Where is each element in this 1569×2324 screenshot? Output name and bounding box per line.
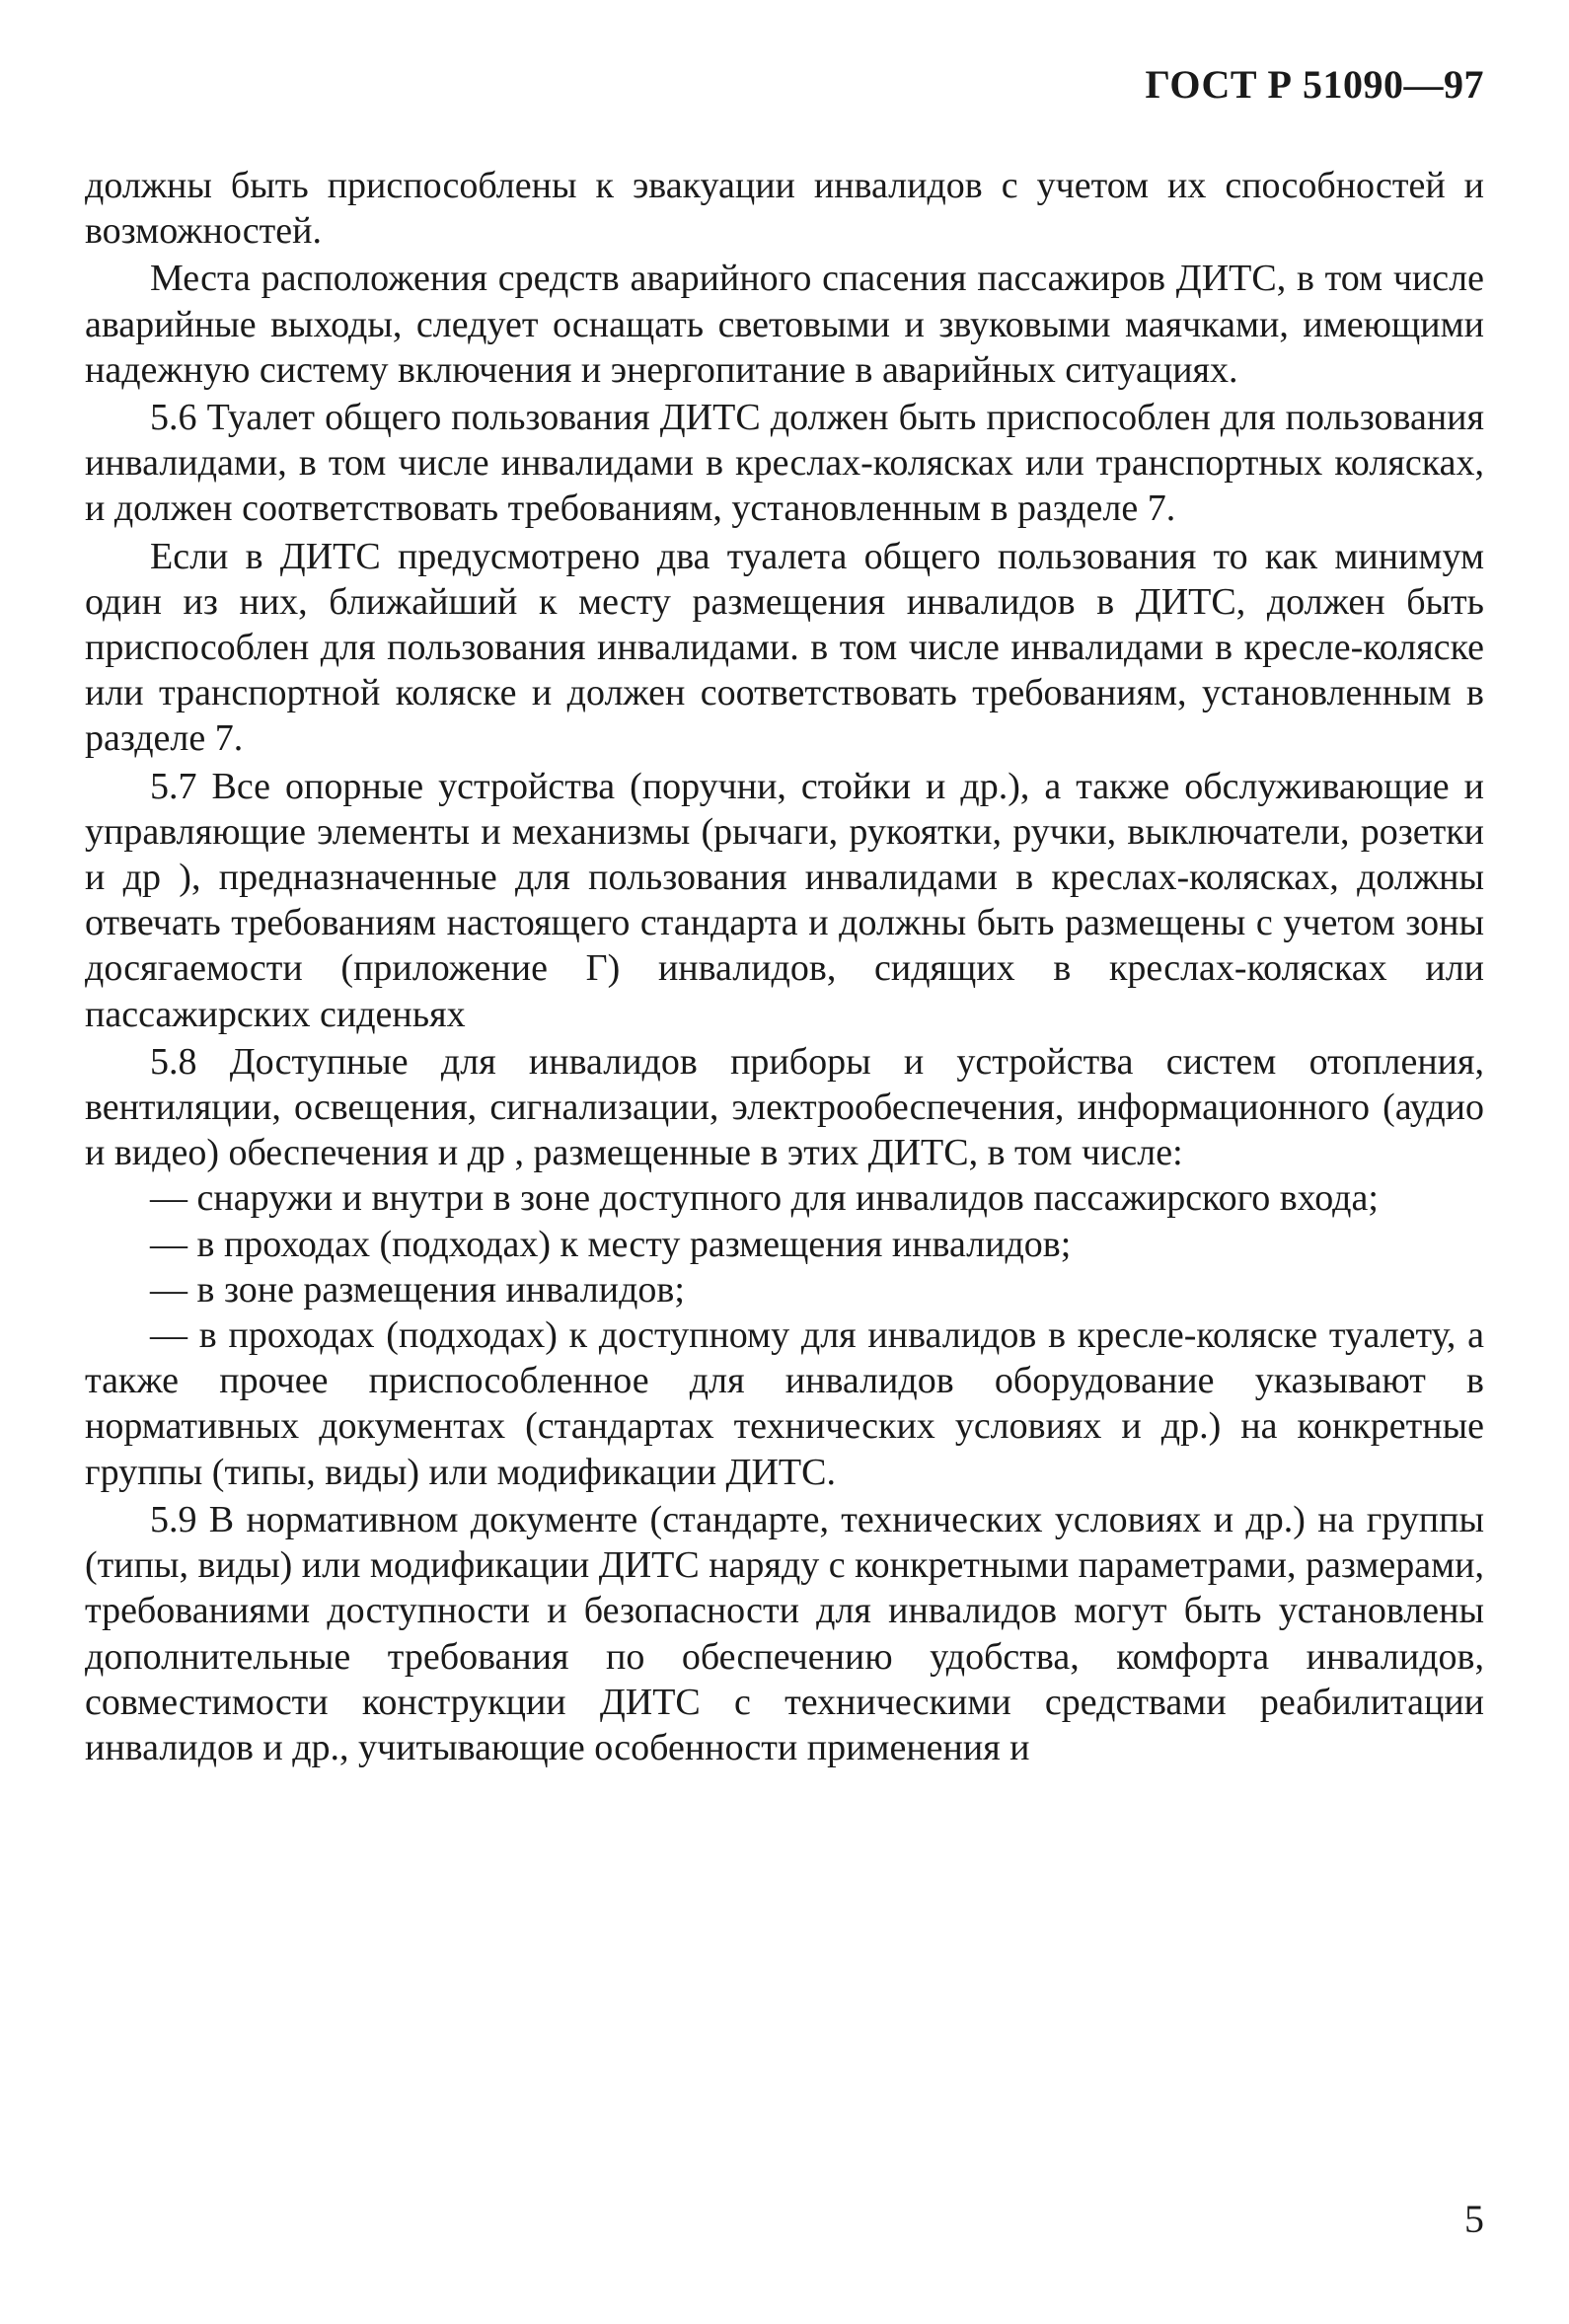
list-item: — в проходах (подходах) к доступному для инвалидов в кресле-коляске туалету, а также прочее приспособленное для инвалидов оборудование указывают в нормативных документах (стандартах технических условиях и др.) на конкретные группы (типы, виды) или модификации ДИТС. — [85, 1314, 1484, 1493]
paragraph-5-9: 5.9 В нормативном документе (стандарте, технических условиях и др.) на группы (типы, виды) или модификации ДИТС наряду с конкретными параметрами, размерами, требованиями доступности и безопасности для инвалидов могут быть установлены дополнительные требования по обеспечению удобства, комфорта инвалидов, совместимости конструкции ДИТС с техническими средствами реабилитации инвалидов и др., учитывающие особенности применения и — [85, 1498, 1484, 1768]
paragraph-5-8: 5.8 Доступные для инвалидов приборы и устройства систем отопления, вентиляции, освещения, сигнализации, электрообеспечения, информационного (аудио и видео) обеспечения и др , размещенные в этих ДИТС, в том числе: — [85, 1040, 1484, 1174]
standard-designation: ГОСТ Р 51090—97 — [1145, 62, 1484, 107]
paragraph-5-6: 5.6 Туалет общего пользования ДИТС должен быть приспособлен для пользования инвалидами, в том числе инвалидами в креслах-колясках или транспортных колясках, и должен соответствовать требованиям, установленным в разделе 7. — [85, 397, 1484, 530]
paragraph-two-toilets: Если в ДИТС предусмотрено два туалета общего пользования то как минимум один из них, ближайший к месту размещения инвалидов в ДИТС, должен быть приспособлен для пользования инвалидами. в том числе инвалидами в кресле-коляске или транспортной коляске и должен соответствовать требованиям, установленным в разделе 7. — [85, 535, 1484, 760]
list-item: — в проходах (подходах) к месту размещения инвалидов; — [150, 1223, 1072, 1265]
body-text — [85, 163, 1484, 1770]
page-number: 5 — [1464, 2197, 1484, 2241]
paragraph-emergency-beacons: Места расположения средств аварийного спасения пассажиров ДИТС, в том числе аварийные выходы, следует оснащать световыми и звуковыми маячками, имеющими надежную систему включения и энергопитание в аварийных ситуациях. — [85, 258, 1484, 391]
list-item: — в зоне размещения инвалидов; — [150, 1268, 685, 1311]
paragraph-5-7: 5.7 Все опорные устройства (поручни, стойки и др.), а также обслуживающие и управляющие элементы и механизмы (рычаги, рукоятки, ручки, выключатели, розетки и др ), предназначенные для пользования инвалидами в креслах-колясках, должны отвечать требованиям настоящего стандарта и должны быть размещены с учетом зоны досягаемости (приложение Г) инвалидов, сидящих в креслах-колясках или пассажирских сиденьях — [85, 765, 1484, 1035]
paragraph-continuation: должны быть приспособлены к эвакуации инвалидов с учетом их способностей и возможностей. — [85, 165, 1484, 253]
list-item: — снаружи и внутри в зоне доступного для инвалидов пассажирского входа; — [150, 1177, 1379, 1220]
